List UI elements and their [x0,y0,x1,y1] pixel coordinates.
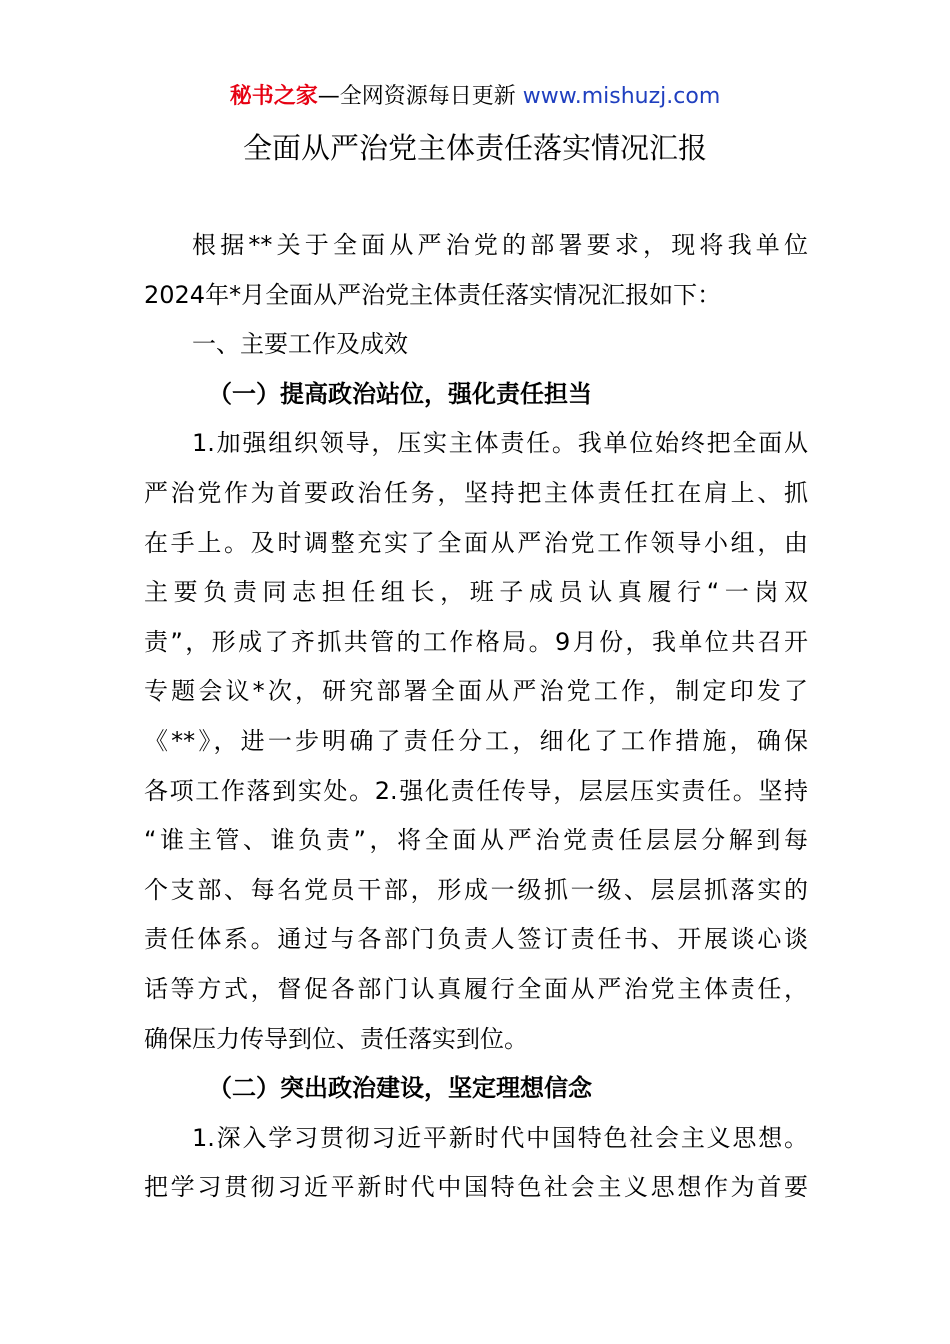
banner-slogan: —全网资源每日更新 [317,84,523,109]
paragraph-line: 责任体系。通过与各部门负责人签订责任书、开展谈心谈 [144,925,808,954]
paragraph-line: 根据**关于全面从严治党的部署要求，现将我单位 [192,231,808,259]
section-heading: 一、主要工作及成效 [192,330,408,359]
paragraph-line: 在手上。及时调整充实了全面从严治党工作领导小组，由 [144,528,808,557]
paragraph-line: 各项工作落到实处。2.强化责任传导，层层压实责任。坚持 [144,776,808,805]
paragraph-line: 严治党作为首要政治任务，坚持把主体责任扛在肩上、抓 [144,478,808,507]
paragraph-line: 1.加强组织领导，压实主体责任。我单位始终把全面从 [192,429,808,458]
paragraph-line: 把学习贯彻习近平新时代中国特色社会主义思想作为首要 [144,1173,808,1202]
paragraph-line: 主要负责同志担任组长，班子成员认真履行“一岗双 [144,578,808,607]
paragraph-line: 1.深入学习贯彻习近平新时代中国特色社会主义思想。 [192,1123,808,1152]
paragraph-line: 2024年*月全面从严治党主体责任落实情况汇报如下： [144,280,722,309]
paragraph-line: 个支部、每名党员干部，形成一级抓一级、层层抓落实的 [144,875,808,904]
brand-name: 秘书之家 [229,84,318,109]
document-body [144,221,808,1213]
site-url[interactable]: www.mishuzj.com [522,84,721,109]
paragraph-line: 《**》，进一步明确了责任分工，细化了工作措施，确保 [144,726,808,755]
document-title: 全面从严治党主体责任落实情况汇报 [242,131,707,165]
paragraph-line: “谁主管、谁负责”，将全面从严治党责任层层分解到每 [144,826,808,855]
subsection-heading: （一）提高政治站位，强化责任担当 [208,379,592,408]
paragraph-line: 责”，形成了齐抓共管的工作格局。9月份，我单位共召开 [144,627,808,656]
paragraph-line: 专题会议*次，研究部署全面从严治党工作，制定印发了 [144,677,808,706]
site-banner [0,80,950,114]
paragraph-line: 确保压力传导到位、责任落实到位。 [144,1024,528,1053]
paragraph-line: 话等方式，督促各部门认真履行全面从严治党主体责任， [144,974,808,1003]
subsection-heading: （二）突出政治建设，坚定理想信念 [208,1074,592,1103]
